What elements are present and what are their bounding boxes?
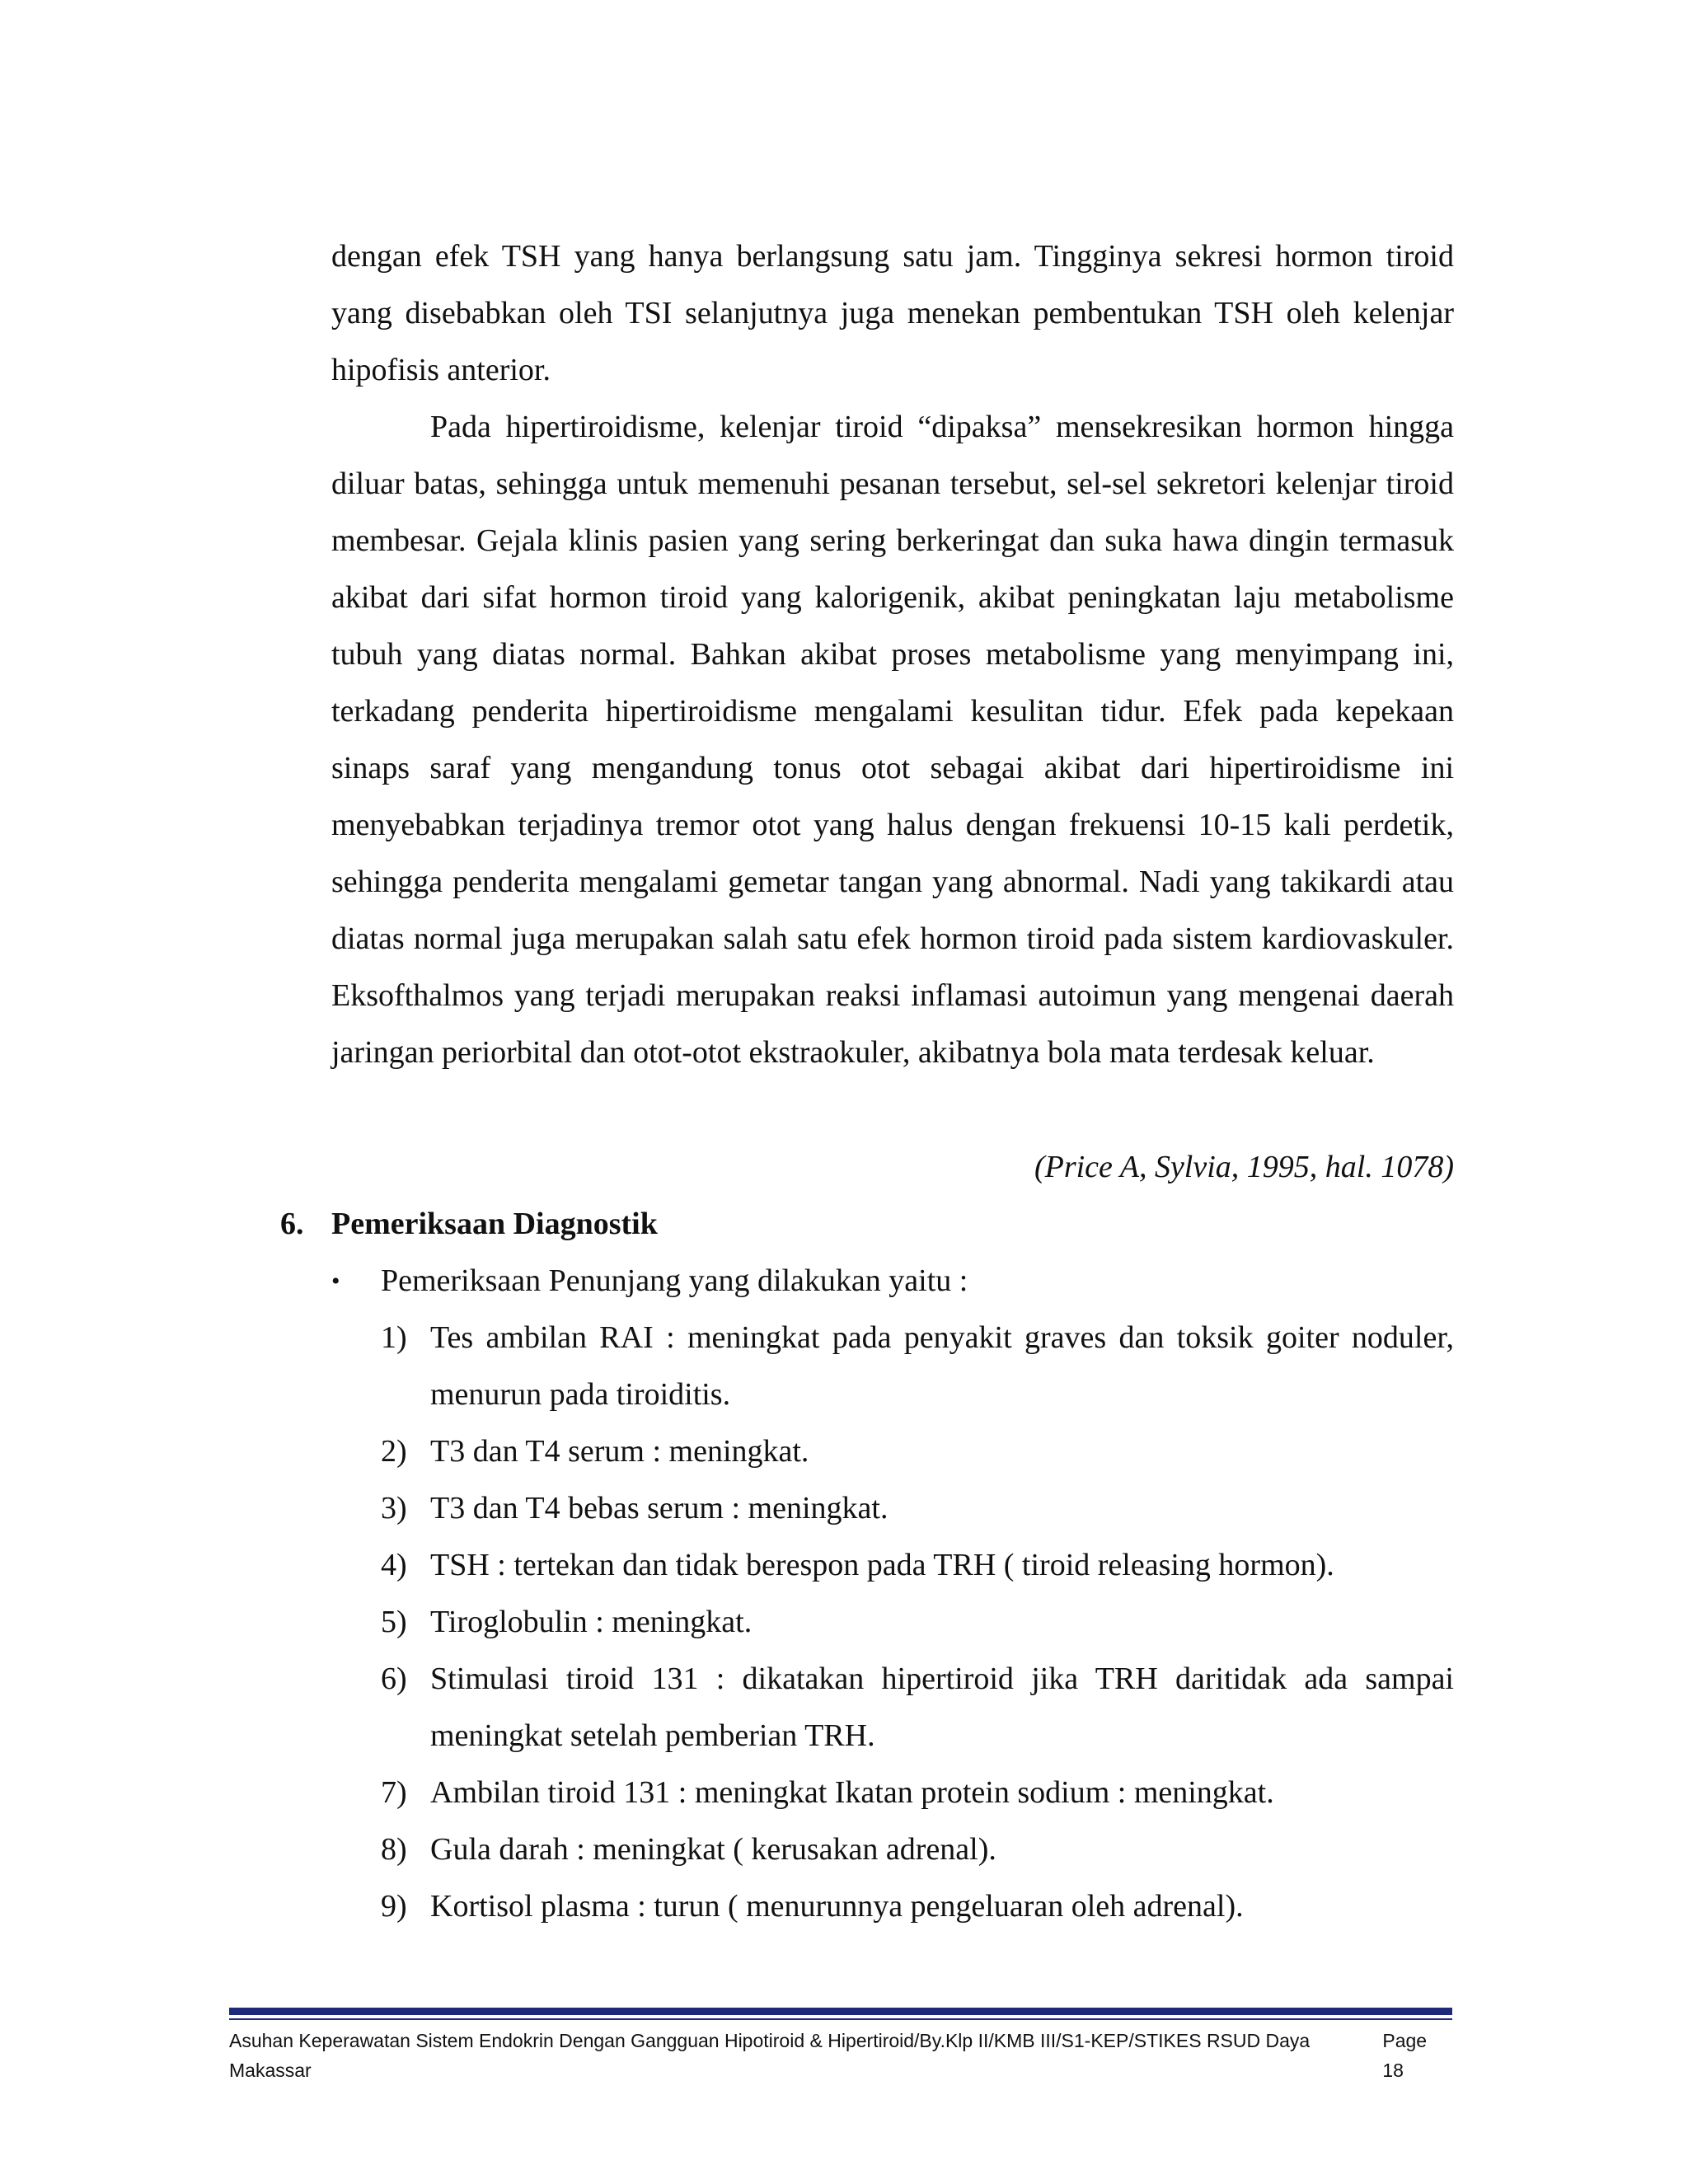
list-item-number: 8) — [381, 1832, 407, 1867]
list-item — [381, 1878, 1454, 1935]
list-item-number: 6) — [381, 1661, 407, 1696]
citation: (Price A, Sylvia, 1995, hal. 1078) — [1034, 1150, 1454, 1184]
list-item — [381, 1310, 1454, 1423]
list-item-number: 3) — [381, 1491, 407, 1526]
footer-rule-thin — [229, 2018, 1452, 2020]
page-number: Page 18 — [1382, 2030, 1428, 2081]
list-item-number: 4) — [381, 1548, 407, 1582]
bullet-text: Pemeriksaan Penunjang yang dilakukan yaitu : — [381, 1263, 968, 1298]
diagnostic-list — [381, 1310, 1454, 1935]
list-item-text: T3 dan T4 serum : meningkat. — [430, 1434, 809, 1469]
list-item — [381, 1594, 1454, 1651]
footer-rule — [229, 2008, 1452, 2015]
body-paragraph-1: dengan efek TSH yang hanya berlangsung satu jam. Tingginya sekresi hormon tiroid yang disebabkan oleh TSI selanjutnya juga menekan pembentukan TSH oleh kelenjar hipofisis anterior. — [331, 239, 1454, 387]
footer-text: Asuhan Keperawatan Sistem Endokrin Dengan Gangguan Hipotiroid & Hipertiroid/By.Klp II/KMB III/S1-KEP/STIKES RSUD Daya Makassar — [229, 2030, 1311, 2081]
list-item-number: 9) — [381, 1889, 407, 1924]
list-item-number: 2) — [381, 1434, 407, 1469]
list-item-number: 5) — [381, 1605, 407, 1639]
section-heading — [280, 1196, 658, 1253]
list-item-number: 7) — [381, 1775, 407, 1810]
bullet-item — [331, 1253, 968, 1310]
list-item — [381, 1423, 1454, 1480]
section-number: 6. — [280, 1207, 304, 1241]
list-item-text: Tes ambilan RAI : meningkat pada penyakit graves dan toksik goiter noduler, menurun pada tiroiditis. — [430, 1320, 1454, 1412]
list-item — [381, 1480, 1454, 1537]
list-item-text: Gula darah : meningkat ( kerusakan adrenal). — [430, 1832, 996, 1867]
list-item-text: TSH : tertekan dan tidak berespon pada TRH ( tiroid releasing hormon). — [430, 1548, 1334, 1582]
list-item — [381, 1765, 1454, 1821]
list-item-text: Ambilan tiroid 131 : meningkat Ikatan protein sodium : meningkat. — [430, 1775, 1274, 1810]
list-item-text: Tiroglobulin : meningkat. — [430, 1605, 753, 1639]
list-item-text: Stimulasi tiroid 131 : dikatakan hipertiroid jika TRH daritidak ada sampai meningkat setelah pemberian TRH. — [430, 1661, 1454, 1753]
bullet-icon: • — [331, 1268, 340, 1295]
list-item — [381, 1821, 1454, 1878]
list-item-number: 1) — [381, 1320, 407, 1355]
list-item-text: Kortisol plasma : turun ( menurunnya pengeluaran oleh adrenal). — [430, 1889, 1244, 1924]
list-item-text: T3 dan T4 bebas serum : meningkat. — [430, 1491, 889, 1526]
list-item — [381, 1651, 1454, 1765]
body-paragraph-2: Pada hipertiroidisme, kelenjar tiroid “dipaksa” mensekresikan hormon hingga diluar batas, sehingga untuk memenuhi pesanan tersebut, sel-sel sekretori kelenjar tiroid membesar. Gejala klinis pasien yang sering berkeringat dan suka hawa dingin termasuk akibat dari sifat hormon tiroid yang kalorigenik, akibat peningkatan laju metabolisme tubuh yang diatas normal. Bahkan akibat proses metabolisme yang menyimpang ini, terkadang penderita hipertiroidisme mengalami kesulitan tidur. Efek pada kepekaan sinaps saraf yang mengandung tonus otot sebagai akibat dari hipertiroidisme ini menyebabkan terjadinya tremor otot yang halus dengan frekuensi 10-15 kali perdetik, sehingga penderita mengalami gemetar tangan yang abnormal. Nadi yang takikardi atau diatas normal juga merupakan salah satu efek hormon tiroid pada sistem kardiovaskuler. Eksofthalmos yang terjadi merupakan reaksi inflamasi autoimun yang mengenai daerah jaringan periorbital dan otot-otot ekstraokuler, akibatnya bola mata terdesak keluar. — [331, 410, 1454, 1070]
page-footer — [229, 2026, 1452, 2085]
section-title: Pemeriksaan Diagnostik — [331, 1207, 658, 1241]
list-item — [381, 1537, 1454, 1594]
